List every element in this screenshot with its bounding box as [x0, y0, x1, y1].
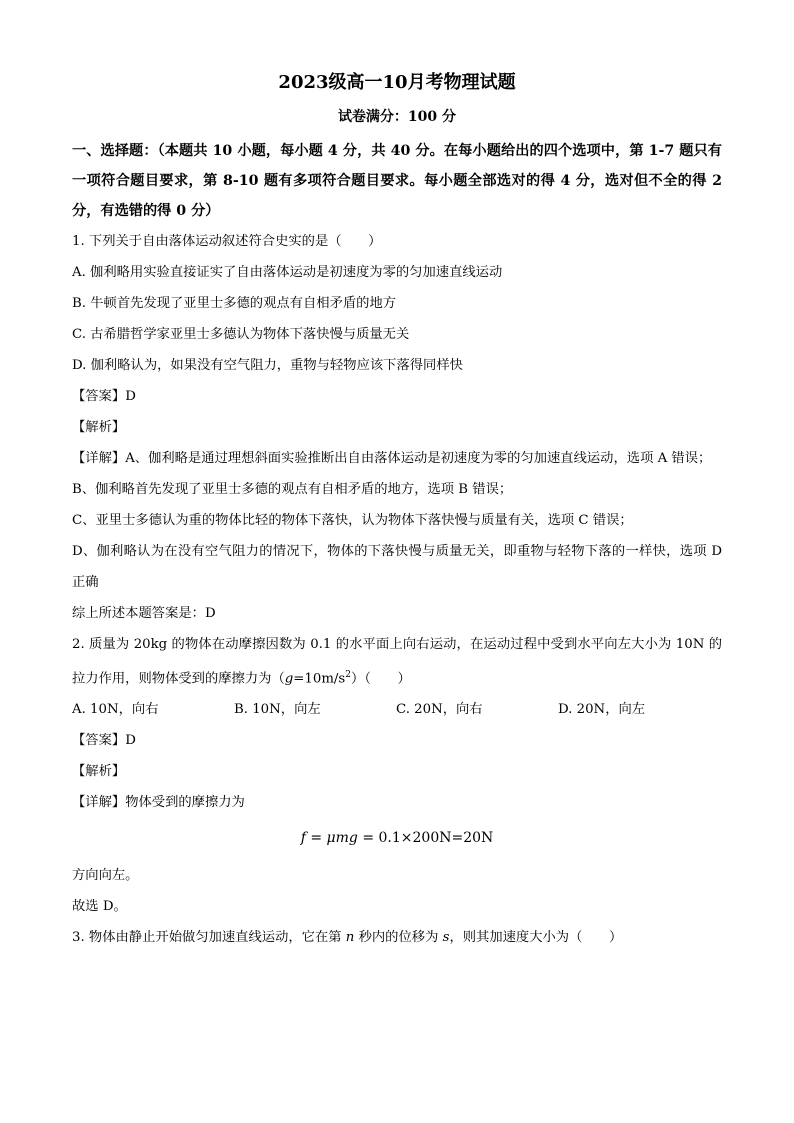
q1-answer — [72, 381, 722, 412]
formula-f: f — [300, 830, 306, 847]
q1-option-a: A. 伽利略用实验直接证实了自由落体运动是初速度为零的匀加速直线运动 — [72, 265, 503, 280]
q2-options — [72, 694, 722, 725]
q3-stem-s: s — [442, 930, 450, 946]
q2-option-d: D. 20N，向左 — [558, 702, 646, 718]
answer-tag: 【答案】 — [72, 733, 126, 749]
q1-detail-a — [72, 443, 722, 474]
formula-mu: μmg — [326, 830, 358, 847]
section-heading: 一、选择题：（本题共 10 小题，每小题 4 分，共 40 分。在每小题给出的四个选项中，第 1-7 题只有一项符合题目要求，第 8-10 题有多项符合题目要求。每小题全部选对的得 4 分，选对但不全的得 2 分，有选错的得 0 分） — [72, 143, 722, 219]
q3-stem — [72, 922, 722, 953]
q3-stem-n: n — [345, 930, 355, 946]
q2-analysis-tag: 【解析】 — [72, 764, 126, 780]
exam-title: 2023级高一10月考物理试题 — [278, 72, 516, 93]
q2-direction: 方向向左。 — [72, 868, 139, 884]
q2-option-b: B. 10N，向左 — [234, 702, 321, 718]
detail-tag: 【详解】 — [72, 451, 126, 466]
q3-stem-a: 3. 物体由静止开始做匀加速直线运动，它在第 — [72, 930, 346, 946]
answer-value: D — [125, 389, 136, 404]
q3-stem-c: ，则其加速度大小为（ ） — [449, 930, 623, 946]
answer-tag: 【答案】 — [72, 389, 126, 404]
q2-stem — [72, 629, 722, 694]
answer-value: D — [125, 733, 136, 749]
q2-option-a: A. 10N，向右 — [72, 702, 159, 718]
detail-tag: 【详解】 — [72, 795, 126, 811]
q1-detail-c: C、亚里士多德认为重的物体比轻的物体下落快，认为物体下落快慢与质量有关，选项 C 错误； — [72, 513, 633, 528]
q2-stem-end: ）（ ） — [350, 671, 411, 687]
friction-formula — [72, 820, 722, 856]
detail-text: 物体受到的摩擦力为 — [125, 795, 245, 811]
q1-option-b: B. 牛顿首先发现了亚里士多德的观点有自相矛盾的地方 — [72, 296, 397, 311]
q1-stem: 1. 下列关于自由落体运动叙述符合史实的是（ ） — [72, 234, 382, 249]
q1-detail-d: D、伽利略认为在没有空气阻力的情况下，物体的下落快慢与质量无关，即重物与轻物下落的一样快，选项 D 正确 — [72, 544, 722, 590]
q2-stem-unit: =10m/s — [293, 671, 346, 687]
q2-conclusion: 故选 D。 — [72, 899, 127, 915]
detail-text: A、伽利略是通过理想斜面实验推断出自由落体运动是初速度为零的匀加速直线运动，选项 A 错误； — [125, 451, 712, 466]
q1-detail-b: B、伽利略首先发现了亚里士多德的观点有自相矛盾的地方，选项 B 错误； — [72, 482, 513, 497]
q2-stem-g: g — [284, 671, 294, 687]
q1-option-d: D. 伽利略认为，如果没有空气阻力，重物与轻物应该下落得同样快 — [72, 358, 463, 373]
q1-summary: 综上所述本题答案是：D — [72, 606, 216, 621]
full-score-label: 试卷满分：100 分 — [337, 109, 457, 125]
q3-stem-b: 秒内的位移为 — [354, 930, 443, 946]
q2-stem-text: 2. 质量为 20kg 的物体在动摩擦因数为 0.1 的水平面上向右运动，在运动过程中受到水平向左大小为 10N 的拉力作用，则物体受到的摩擦力为（ — [72, 637, 722, 687]
q1-analysis-tag: 【解析】 — [72, 420, 126, 435]
q2-answer — [72, 725, 722, 756]
formula-eq: = — [305, 830, 327, 847]
q1-option-c: C. 古希腊哲学家亚里士多德认为物体下落快慢与质量无关 — [72, 327, 410, 342]
q2-detail — [72, 787, 722, 818]
formula-rest: = 0.1×200N=20N — [357, 830, 494, 847]
exam-page — [72, 70, 722, 953]
q2-stem-sup: 2 — [345, 670, 351, 680]
q2-option-c: C. 20N，向右 — [396, 702, 483, 718]
